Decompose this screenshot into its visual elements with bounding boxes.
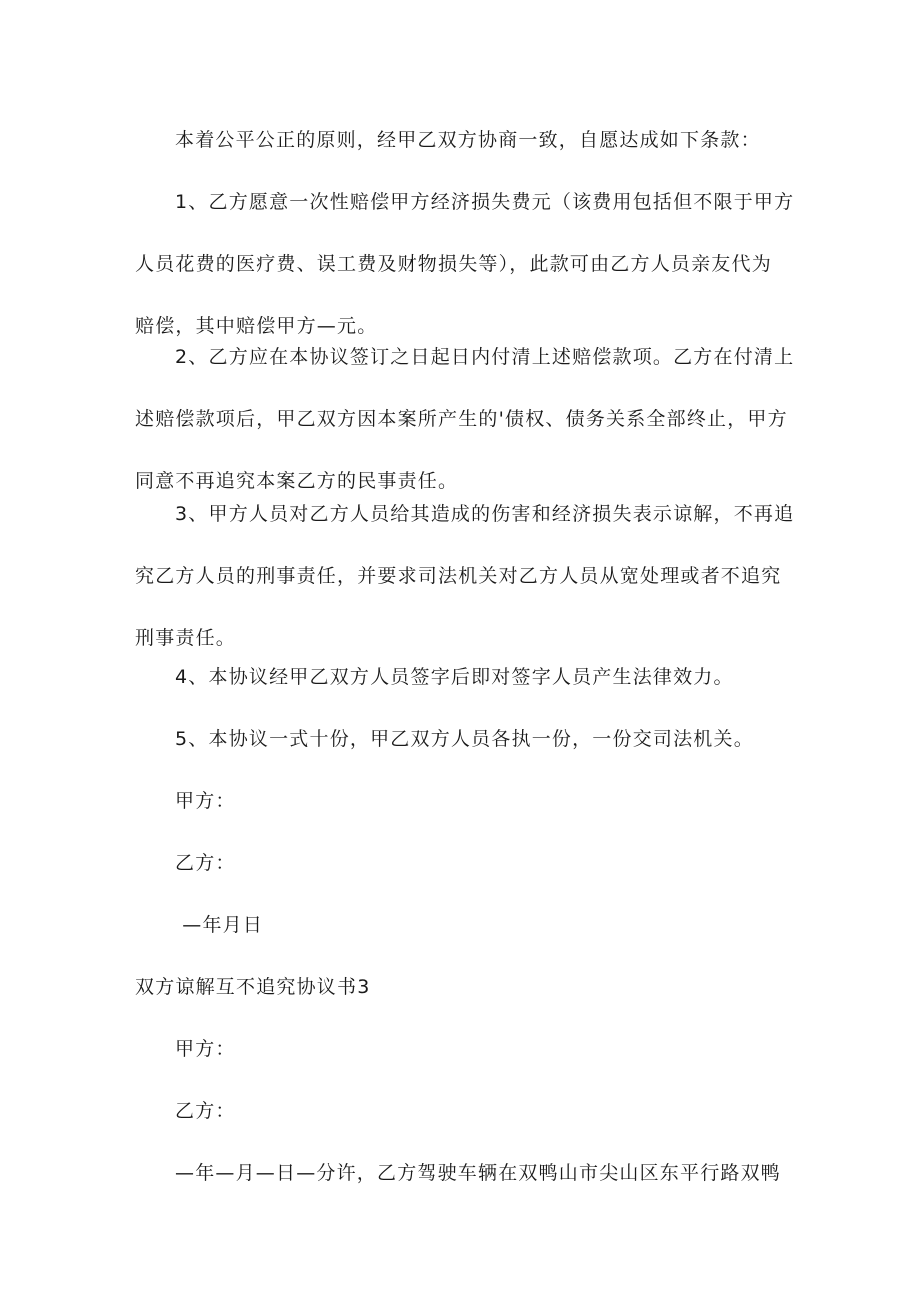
clause-4-line-1: 4、本协议经甲乙双方人员签字后即对签字人员产生法律效力。 [175,666,734,688]
section-title-text: 双方谅解互不追究协议书3 [135,976,371,998]
date-line-text: —年月日 [175,914,264,936]
clause-3-paragraph [135,483,795,669]
intro-line-1: 本着公平公正的原则，经甲乙双方协商一致，自愿达成如下条款： [175,129,761,151]
clause-5-line-1: 5、本协议一式十份，甲乙双方人员各执一份，一份交司法机关。 [175,728,754,750]
clause-1-line-1: 1、乙方愿意一次性赔偿甲方经济损失费元（该费用包括但不限于甲方 [175,191,795,213]
clause-2-line-2: 述赔偿款项后，甲乙双方因本案所产生的'债权、债务关系全部终止，甲方 [135,408,788,430]
party-b-line: 乙方： [175,852,236,874]
party-a-line-2: 甲方： [175,1038,236,1060]
clause-5-paragraph [135,708,795,770]
section-title [135,956,795,1018]
clause-3-line-1: 3、甲方人员对乙方人员给其造成的伤害和经济损失表示谅解，不再追 [175,503,795,525]
clause-1-line-2: 人员花费的医疗费、误工费及财物损失等），此款可由乙方人员亲友代为 [135,253,772,275]
clause-3-line-2: 究乙方人员的刑事责任，并要求司法机关对乙方人员从宽处理或者不追究 [135,565,782,587]
clause-1-line-3: 赔偿，其中赔偿甲方—元。 [135,315,378,337]
party-a-line: 甲方： [175,790,236,812]
clause-2-line-3: 同意不再追究本案乙方的民事责任。 [135,470,459,492]
intro-paragraph [135,109,795,171]
party-a-label [135,770,795,832]
clause-4-paragraph [135,646,795,708]
clause-2-line-1: 2、乙方应在本协议签订之日起日内付清上述赔偿款项。乙方在付清上 [175,346,795,368]
party-b-label-2 [135,1080,795,1142]
party-a-label-2 [135,1018,795,1080]
clause-3-line-3: 刑事责任。 [135,627,237,649]
party-b-label [135,832,795,894]
incident-paragraph [135,1142,795,1204]
date-line [135,894,795,956]
incident-line-1: —年—月—日—分许，乙方驾驶车辆在双鸭山市尖山区东平行路双鸭 [175,1162,782,1184]
party-b-line-2: 乙方： [175,1100,236,1122]
